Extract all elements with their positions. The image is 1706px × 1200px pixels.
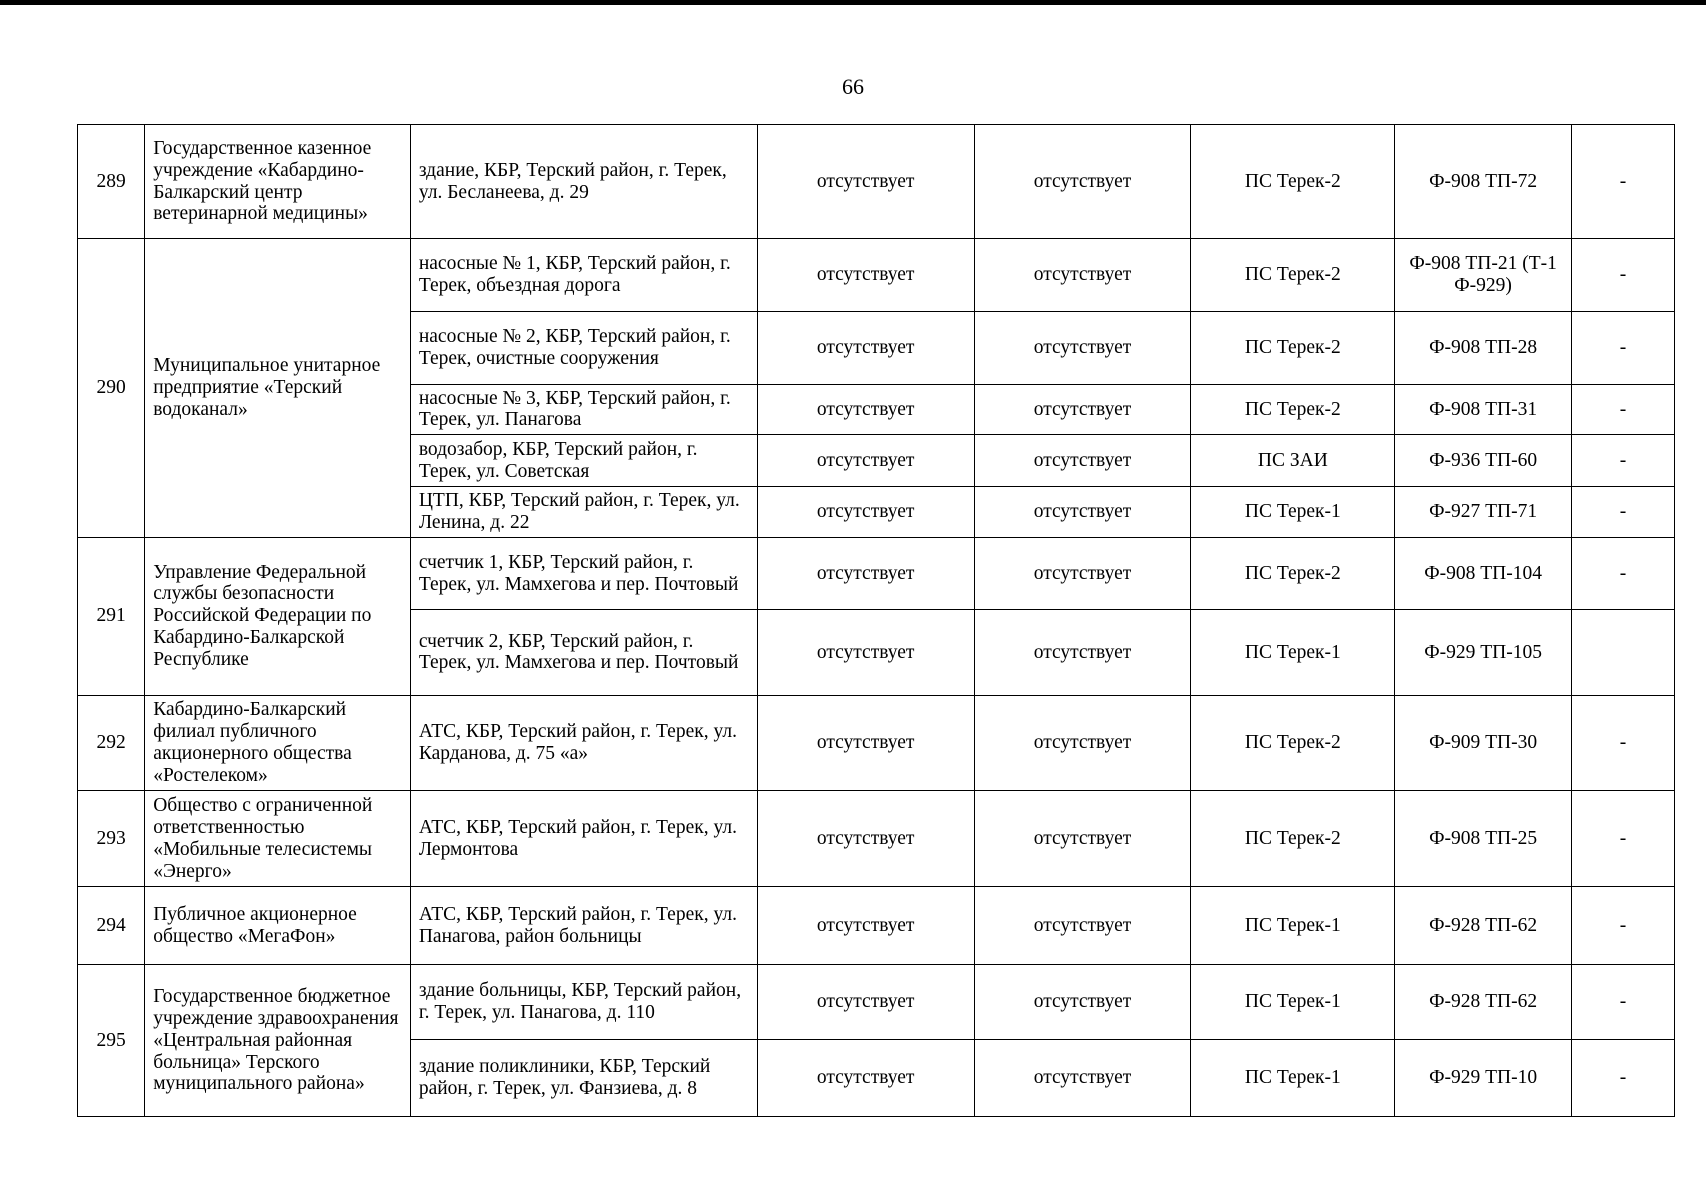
substation-cell: ПС Терек-1 [1191, 887, 1395, 965]
organization-name: Муниципальное унитарное предприятие «Терский водоканал» [145, 239, 411, 537]
page-number: 66 [842, 74, 864, 99]
feeder-cell: Ф-928 ТП-62 [1395, 887, 1572, 965]
status-cell: отсутствует [974, 487, 1191, 538]
dash-cell: - [1571, 125, 1674, 239]
object-address: насосные № 2, КБР, Терский район, г. Терек, очистные сооружения [410, 311, 757, 384]
status-cell: отсутствует [757, 435, 974, 487]
substation-cell: ПС Терек-2 [1191, 791, 1395, 887]
status-cell: отсутствует [757, 791, 974, 887]
status-cell: отсутствует [757, 311, 974, 384]
status-cell: отсутствует [757, 610, 974, 695]
status-cell: отсутствует [757, 487, 974, 538]
feeder-cell: Ф-936 ТП-60 [1395, 435, 1572, 487]
object-address: ЦТП, КБР, Терский район, г. Терек, ул. Ленина, д. 22 [410, 487, 757, 538]
row-number: 294 [78, 887, 145, 965]
object-address: АТС, КБР, Терский район, г. Терек, ул. Лермонтова [410, 791, 757, 887]
organization-name: Общество с ограниченной ответственностью «Мобильные телесистемы «Энерго» [145, 791, 411, 887]
status-cell: отсутствует [757, 887, 974, 965]
status-cell: отсутствует [974, 1040, 1191, 1117]
feeder-cell: Ф-908 ТП-31 [1395, 384, 1572, 435]
dash-cell [1571, 610, 1674, 695]
object-address: здание поликлиники, КБР, Терский район, г. Терек, ул. Фанзиева, д. 8 [410, 1040, 757, 1117]
row-number: 295 [78, 965, 145, 1117]
consumers-table [77, 124, 1675, 1117]
object-address: АТС, КБР, Терский район, г. Терек, ул. Карданова, д. 75 «а» [410, 695, 757, 791]
status-cell: отсутствует [757, 537, 974, 610]
object-address: водозабор, КБР, Терский район, г. Терек, ул. Советская [410, 435, 757, 487]
substation-cell: ПС Терек-1 [1191, 1040, 1395, 1117]
status-cell: отсутствует [757, 125, 974, 239]
object-address: здание больницы, КБР, Терский район, г. Терек, ул. Панагова, д. 110 [410, 965, 757, 1040]
dash-cell: - [1571, 1040, 1674, 1117]
organization-name: Кабардино-Балкарский филиал публичного акционерного общества «Ростелеком» [145, 695, 411, 791]
feeder-cell: Ф-908 ТП-72 [1395, 125, 1572, 239]
dash-cell: - [1571, 384, 1674, 435]
status-cell: отсутствует [974, 537, 1191, 610]
substation-cell: ПС ЗАИ [1191, 435, 1395, 487]
object-address: насосные № 3, КБР, Терский район, г. Терек, ул. Панагова [410, 384, 757, 435]
dash-cell: - [1571, 487, 1674, 538]
status-cell: отсутствует [974, 791, 1191, 887]
table-row [78, 887, 1675, 965]
feeder-cell: Ф-908 ТП-21 (Т-1 Ф-929) [1395, 239, 1572, 312]
object-address: насосные № 1, КБР, Терский район, г. Терек, объездная дорога [410, 239, 757, 312]
substation-cell: ПС Терек-2 [1191, 695, 1395, 791]
substation-cell: ПС Терек-2 [1191, 239, 1395, 312]
table-row [78, 537, 1675, 610]
dash-cell: - [1571, 965, 1674, 1040]
status-cell: отсутствует [974, 125, 1191, 239]
organization-name: Государственное бюджетное учреждение здравоохранения «Центральная районная больница» Терского муниципального района» [145, 965, 411, 1117]
feeder-cell: Ф-929 ТП-105 [1395, 610, 1572, 695]
status-cell: отсутствует [974, 695, 1191, 791]
table-row [78, 791, 1675, 887]
dash-cell: - [1571, 239, 1674, 312]
status-cell: отсутствует [757, 384, 974, 435]
table-row [78, 695, 1675, 791]
status-cell: отсутствует [974, 311, 1191, 384]
substation-cell: ПС Терек-2 [1191, 311, 1395, 384]
feeder-cell: Ф-908 ТП-28 [1395, 311, 1572, 384]
dash-cell: - [1571, 311, 1674, 384]
organization-name: Публичное акционерное общество «МегаФон» [145, 887, 411, 965]
row-number: 290 [78, 239, 145, 537]
status-cell: отсутствует [757, 965, 974, 1040]
row-number: 291 [78, 537, 145, 695]
substation-cell: ПС Терек-1 [1191, 965, 1395, 1040]
dash-cell: - [1571, 537, 1674, 610]
object-address: счетчик 2, КБР, Терский район, г. Терек, ул. Мамхегова и пер. Почтовый [410, 610, 757, 695]
dash-cell: - [1571, 791, 1674, 887]
substation-cell: ПС Терек-2 [1191, 125, 1395, 239]
substation-cell: ПС Терек-1 [1191, 610, 1395, 695]
status-cell: отсутствует [974, 239, 1191, 312]
feeder-cell: Ф-908 ТП-25 [1395, 791, 1572, 887]
status-cell: отсутствует [757, 1040, 974, 1117]
feeder-cell: Ф-929 ТП-10 [1395, 1040, 1572, 1117]
organization-name: Управление Федеральной службы безопасности Российской Федерации по Кабардино-Балкарской Республике [145, 537, 411, 695]
feeder-cell: Ф-908 ТП-104 [1395, 537, 1572, 610]
object-address: АТС, КБР, Терский район, г. Терек, ул. Панагова, район больницы [410, 887, 757, 965]
row-number: 289 [78, 125, 145, 239]
dash-cell: - [1571, 435, 1674, 487]
table-row [78, 125, 1675, 239]
status-cell: отсутствует [974, 610, 1191, 695]
status-cell: отсутствует [757, 695, 974, 791]
row-number: 293 [78, 791, 145, 887]
feeder-cell: Ф-909 ТП-30 [1395, 695, 1572, 791]
row-number: 292 [78, 695, 145, 791]
substation-cell: ПС Терек-1 [1191, 487, 1395, 538]
substation-cell: ПС Терек-2 [1191, 384, 1395, 435]
dash-cell: - [1571, 887, 1674, 965]
table-row [78, 965, 1675, 1040]
feeder-cell: Ф-927 ТП-71 [1395, 487, 1572, 538]
scan-top-edge [0, 0, 1706, 5]
object-address: счетчик 1, КБР, Терский район, г. Терек, ул. Мамхегова и пер. Почтовый [410, 537, 757, 610]
status-cell: отсутствует [974, 887, 1191, 965]
substation-cell: ПС Терек-2 [1191, 537, 1395, 610]
feeder-cell: Ф-928 ТП-62 [1395, 965, 1572, 1040]
status-cell: отсутствует [757, 239, 974, 312]
status-cell: отсутствует [974, 435, 1191, 487]
status-cell: отсутствует [974, 965, 1191, 1040]
dash-cell: - [1571, 695, 1674, 791]
organization-name: Государственное казенное учреждение «Кабардино-Балкарский центр ветеринарной медицины» [145, 125, 411, 239]
table-row [78, 239, 1675, 312]
status-cell: отсутствует [974, 384, 1191, 435]
object-address: здание, КБР, Терский район, г. Терек, ул. Бесланеева, д. 29 [410, 125, 757, 239]
